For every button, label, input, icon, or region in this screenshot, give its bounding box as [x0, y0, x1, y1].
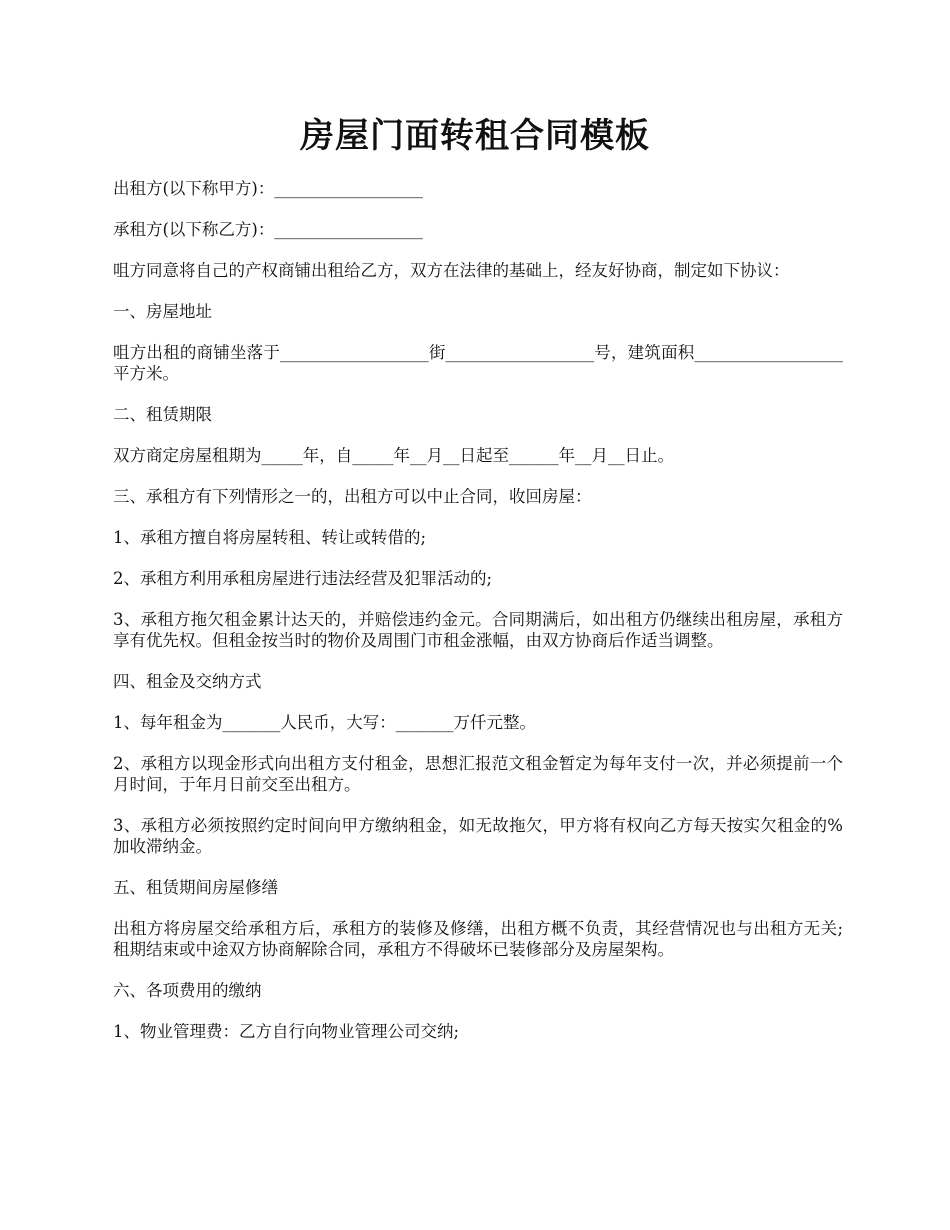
repair-paragraph: 出租方将房屋交给承租方后，承租方的装修及修缮，出租方概不负责，其经营情况也与出租方无关;租期结束或中途双方协商解除合同，承租方不得破坏已装修部分及房屋架构。	[113, 919, 843, 959]
section-heading-term: 二、租赁期限	[113, 405, 212, 424]
rent-item-2: 2、承租方以现金形式向出租方支付租金，思想汇报范文租金暂定为每年支付一次，并必须提前一个月时间，于年月日前交至出租方。	[113, 754, 843, 794]
section-heading-rent: 四、租金及交纳方式	[113, 672, 262, 691]
rent-item-3: 3、承租方必须按照约定时间向甲方缴纳租金，如无故拖欠，甲方将有权向乙方每天按实欠租金的%加收滞纳金。	[113, 816, 843, 856]
address-paragraph: 咀方出租的商铺坐落于__________________街__________________号，建筑面积__________________平方米。	[113, 343, 843, 383]
intro-paragraph: 咀方同意将自己的产权商铺出租给乙方，双方在法律的基础上，经友好协商，制定如下协议：	[113, 261, 790, 280]
section-heading-address: 一、房屋地址	[113, 302, 212, 321]
fees-item-1: 1、物业管理费：乙方自行向物业管理公司交纳;	[113, 1022, 460, 1041]
document-title: 房屋门面转租合同模板	[300, 116, 650, 156]
party-a-line: 出租方(以下称甲方)：__________________	[113, 179, 423, 198]
section-heading-fees: 六、各项费用的缴纳	[113, 981, 262, 1000]
party-b-line: 承租方(以下称乙方)：__________________	[113, 220, 423, 239]
termination-item-1: 1、承租方擅自将房屋转租、转让或转借的;	[113, 528, 427, 547]
termination-item-2: 2、承租方利用承租房屋进行违法经营及犯罪活动的;	[113, 569, 493, 588]
rent-item-1: 1、每年租金为_______人民币，大写：_______万仟元整。	[113, 713, 536, 732]
termination-item-3: 3、承租方拖欠租金累计达天的，并赔偿违约金元。合同期满后，如出租方仍继续出租房屋，承租方享有优先权。但租金按当时的物价及周围门市租金涨幅，由双方协商后作适当调整。	[113, 610, 843, 650]
section-heading-termination: 三、承租方有下列情形之一的，出租方可以中止合同，收回房屋：	[113, 487, 592, 506]
document-body	[113, 178, 843, 1062]
section-heading-repair: 五、租赁期间房屋修缮	[113, 878, 278, 897]
term-paragraph: 双方商定房屋租期为_____年，自_____年__月__日起至______年__月__日止。	[113, 446, 674, 465]
